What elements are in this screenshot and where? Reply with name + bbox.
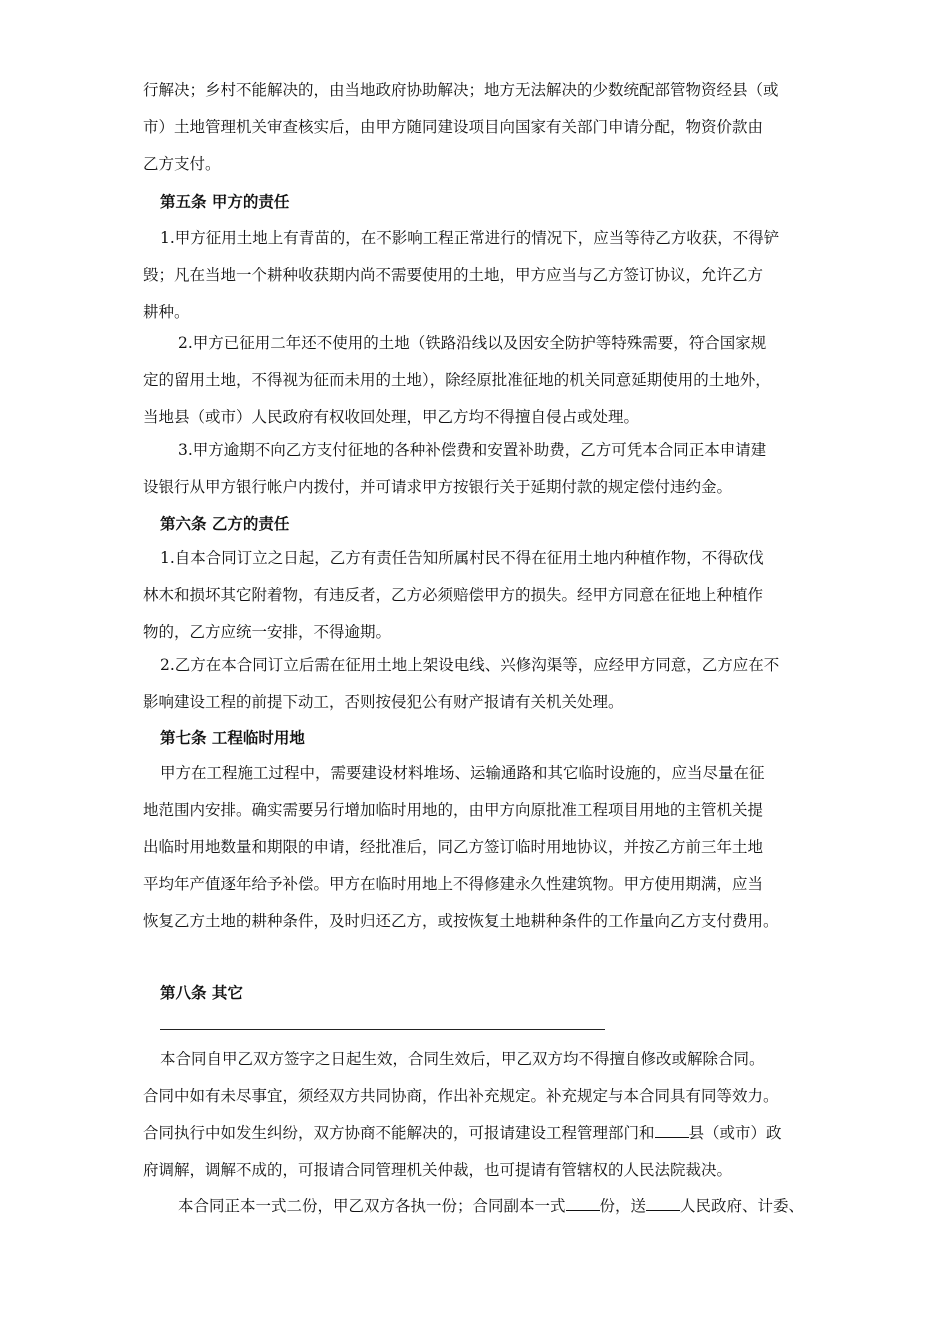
text-line: 林木和损坏其它附着物，有违反者，乙方必须赔偿甲方的损失。经甲方同意在征地上种植作 — [143, 586, 764, 604]
article-5-paragraph-3 — [143, 432, 858, 506]
text-line: 毁；凡在当地一个耕种收获期内尚不需要使用的土地，甲方应当与乙方签订协议，允许乙方 — [143, 266, 764, 284]
article-6-heading: 第六条 乙方的责任 — [160, 514, 290, 533]
article-5-heading: 第五条 甲方的责任 — [160, 192, 290, 211]
text-segment: 县（或市）政 — [688, 1124, 782, 1142]
text-line: 府调解，调解不成的，可报请合同管理机关仲裁，也可提请有管辖权的人民法院裁决。 — [143, 1161, 733, 1179]
county-blank[interactable] — [655, 1122, 689, 1138]
article-6-paragraph-2 — [143, 647, 840, 721]
text-line: 合同中如有未尽事宜，须经双方共同协商，作出补充规定。补充规定与本合同具有同等效力。 — [143, 1087, 779, 1105]
article-8-paragraph-2 — [178, 1188, 858, 1225]
text-line: 市）土地管理机关审查核实后，由甲方随同建设项目向国家有关部门申请分配，物资价款由 — [143, 118, 764, 136]
text-line: 平均年产值逐年给予补偿。甲方在临时用地上不得修建永久性建筑物。甲方使用期满，应当 — [143, 875, 764, 893]
text-line: 本合同自甲乙双方签字之日起生效，合同生效后，甲乙双方均不得擅自修改或解除合同。 — [160, 1050, 765, 1068]
government-blank[interactable] — [646, 1195, 680, 1211]
fill-in-underline — [160, 1029, 605, 1030]
text-line: 当地县（或市）人民政府有权收回处理，甲乙方均不得擅自侵占或处理。 — [143, 408, 640, 426]
article-5-paragraph-1 — [143, 220, 840, 331]
article-8-heading: 第八条 其它 — [160, 983, 243, 1002]
text-line: 1.甲方征用土地上有青苗的，在不影响工程正常进行的情况下，应当等待乙方收获，不得铲 — [160, 229, 780, 247]
text-line: 乙方支付。 — [143, 155, 221, 173]
text-line: 耕种。 — [143, 303, 190, 321]
text-line: 设银行从甲方银行帐户内拨付，并可请求甲方按银行关于延期付款的规定偿付违约金。 — [143, 478, 733, 496]
text-line — [143, 1115, 840, 1152]
text-line: 甲方在工程施工过程中，需要建设材料堆场、运输通路和其它临时设施的，应当尽量在征 — [160, 764, 765, 782]
text-line: 地范围内安排。确实需要另行增加临时用地的，由甲方向原批准工程项目用地的主管机关提 — [143, 801, 764, 819]
text-segment: 份，送 — [599, 1197, 647, 1215]
article-7-paragraph — [143, 755, 840, 940]
copies-blank[interactable] — [566, 1195, 600, 1211]
text-segment: 合同执行中如发生纠纷，双方协商不能解决的，可报请建设工程管理部门和 — [143, 1124, 655, 1142]
text-line: 行解决；乡村不能解决的，由当地政府协助解决；地方无法解决的少数统配部管物资经县（或 — [143, 81, 779, 99]
article-8-paragraph-1 — [143, 1041, 840, 1189]
text-line: 2.乙方在本合同订立后需在征用土地上架设电线、兴修沟渠等，应经甲方同意，乙方应在不 — [160, 656, 780, 674]
text-segment: 人民政府、计委、 — [680, 1197, 805, 1215]
article-7-heading: 第七条 工程临时用地 — [160, 728, 305, 747]
text-line: 1.自本合同订立之日起，乙方有责任告知所属村民不得在征用土地内种植作物，不得砍伐 — [160, 549, 764, 567]
text-line — [178, 1188, 858, 1225]
text-line: 定的留用土地，不得视为征而未用的土地），除经原批准征地的机关同意延期使用的土地外， — [143, 371, 771, 389]
text-line: 恢复乙方土地的耕种条件，及时归还乙方，或按恢复土地耕种条件的工作量向乙方支付费用。 — [143, 912, 779, 930]
text-segment: 本合同正本一式二份，甲乙双方各执一份；合同副本一式 — [178, 1197, 566, 1215]
article-5-paragraph-2 — [143, 325, 858, 436]
text-line: 出临时用地数量和期限的申请，经批准后，同乙方签订临时用地协议，并按乙方前三年土地 — [143, 838, 764, 856]
text-line: 物的，乙方应统一安排，不得逾期。 — [143, 623, 392, 641]
text-line: 3.甲方逾期不向乙方支付征地的各种补偿费和安置补助费，乙方可凭本合同正本申请建 — [178, 441, 767, 459]
article-6-paragraph-1 — [143, 540, 840, 651]
continuation-paragraph — [143, 72, 823, 183]
text-line: 2.甲方已征用二年还不使用的土地（铁路沿线以及因安全防护等特殊需要，符合国家规 — [178, 334, 767, 352]
text-line: 影响建设工程的前提下动工，否则按侵犯公有财产报请有关机关处理。 — [143, 693, 624, 711]
